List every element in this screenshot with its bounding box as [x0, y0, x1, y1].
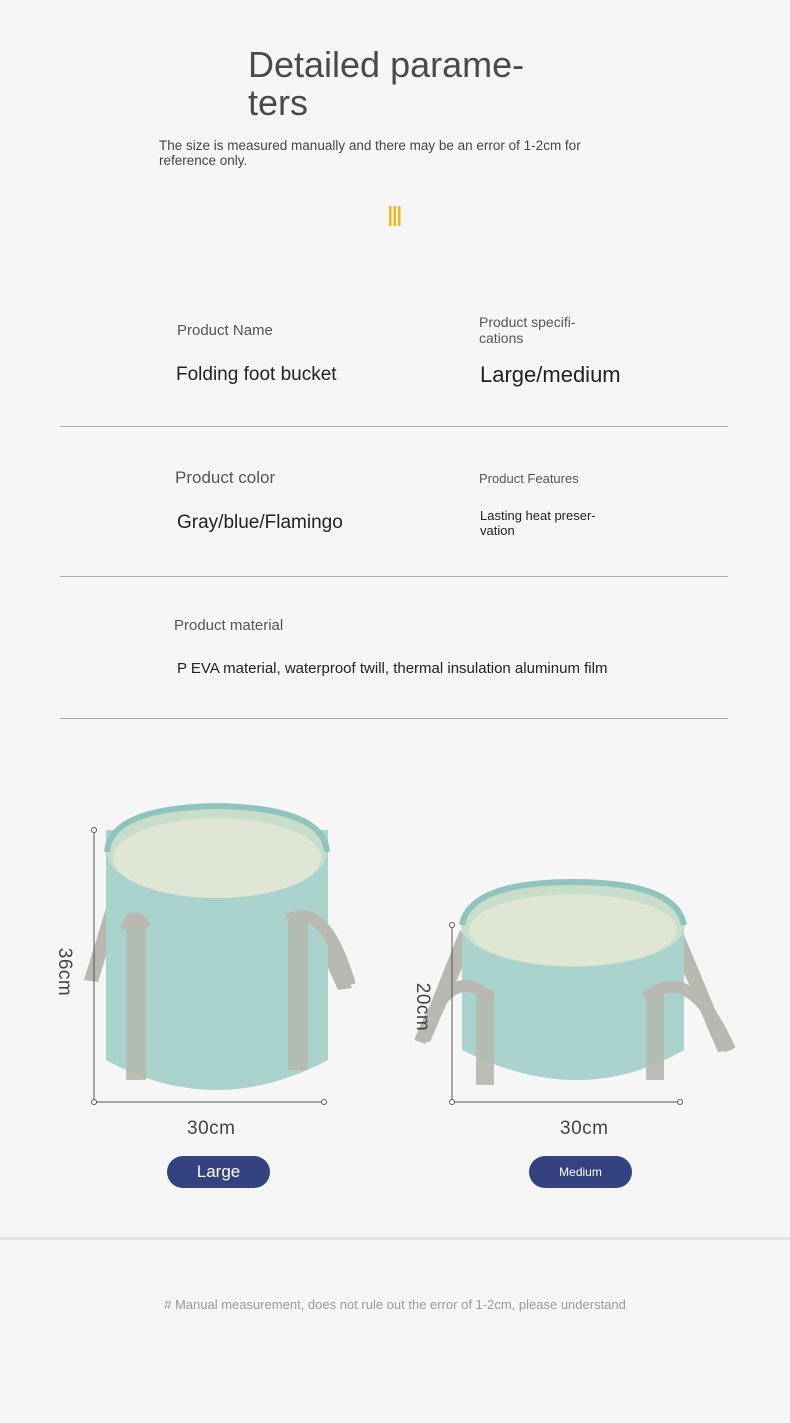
page-subtitle: The size is measured manually and there may be an error of 1-2cm for reference only. — [159, 138, 581, 168]
large-height-label: 36cm — [54, 947, 75, 997]
divider — [60, 718, 728, 719]
product-features-value: Lasting heat preser- vation — [480, 508, 596, 538]
product-color-label: Product color — [175, 468, 276, 487]
product-material-value: P EVA material, waterproof twill, thermal insulation aluminum film — [177, 660, 608, 677]
size-large-badge — [167, 1156, 270, 1188]
large-width-label: 30cm — [187, 1118, 236, 1139]
medium-width-label: 30cm — [560, 1118, 609, 1139]
footer-note: # Manual measurement, does not rule out the error of 1-2cm, please understand — [164, 1297, 626, 1312]
page-title: Detailed parame- ters — [248, 44, 525, 123]
size-medium-label: Medium — [559, 1165, 602, 1179]
size-large-label: Large — [196, 1162, 241, 1181]
footer-divider — [0, 1237, 790, 1240]
size-medium-badge — [529, 1156, 632, 1188]
product-name-value: Folding foot bucket — [176, 364, 337, 385]
bars-icon — [388, 206, 402, 226]
product-material-label: Product material — [174, 617, 284, 634]
product-color-value: Gray/blue/Flamingo — [177, 512, 343, 533]
medium-bucket-image — [410, 870, 740, 1115]
medium-height-label: 20cm — [412, 982, 433, 1032]
divider — [60, 426, 728, 427]
large-bucket-image — [50, 790, 370, 1120]
product-name-label: Product Name — [177, 322, 273, 339]
product-features-label: Product Features — [479, 471, 579, 486]
product-spec-value: Large/medium — [480, 362, 621, 387]
product-spec-label: Product specifi- cations — [479, 314, 576, 346]
divider — [60, 576, 728, 577]
